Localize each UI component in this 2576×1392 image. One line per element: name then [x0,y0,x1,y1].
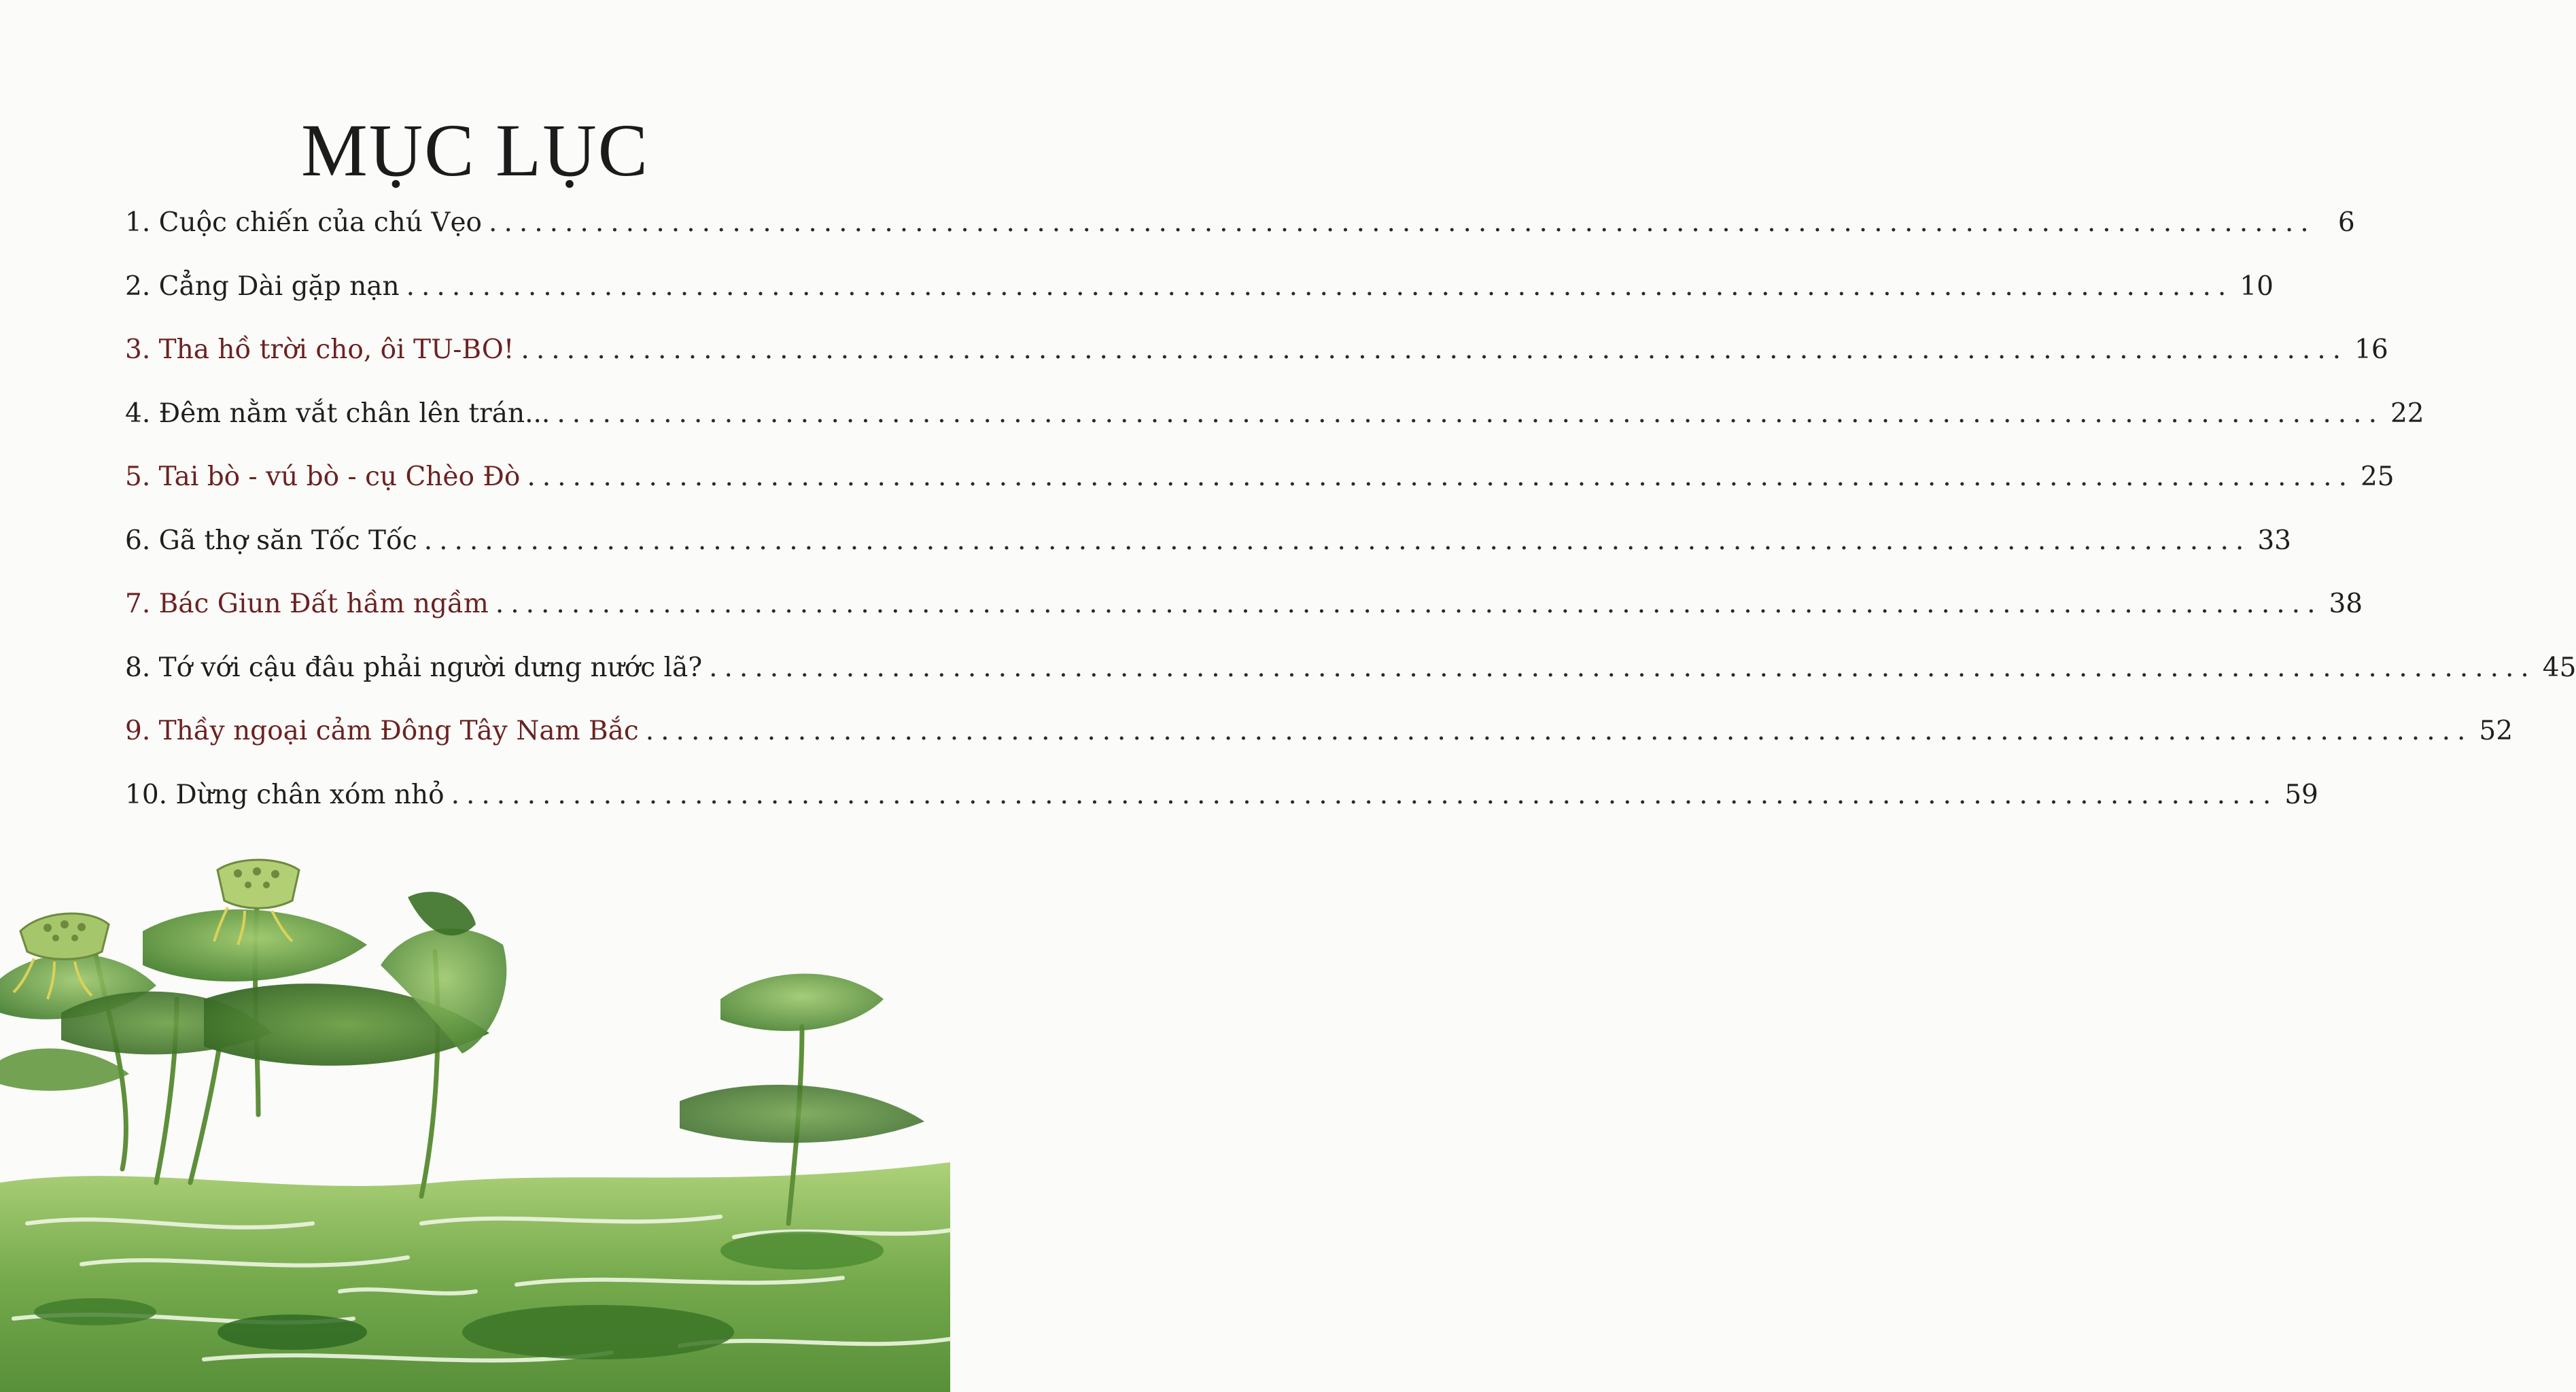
toc-entry [125,652,2576,716]
toc-entry-page: 45 [2542,652,2576,683]
toc-entry-page: 22 [2390,398,2424,429]
toc-entry-page: 6 [2337,207,2355,238]
toc-entry-page: 52 [2479,716,2513,746]
toc-entry [125,716,2513,780]
toc-entry-page: 25 [2360,462,2395,492]
toc-entry-page: 10 [2240,271,2274,302]
table-of-contents [125,207,2576,843]
toc-entry-title: 6. Gã thợ săn Tốc Tốc [125,525,417,556]
toc-entry-title: 2. Cẳng Dài gặp nạn [125,271,400,302]
toc-entry [125,207,2355,271]
toc-entry [125,271,2274,335]
toc-entry-title: 10. Dừng chân xóm nhỏ [125,779,445,810]
dot-leader: ........................................................................................................................ [423,525,2251,556]
toc-entry-title: 3. Tha hồ trời cho, ôi TU-BO! [125,334,515,365]
toc-entry [125,589,2363,652]
toc-entry-page: 38 [2329,589,2363,619]
toc-entry-title: 8. Tớ với cậu đâu phải người dưng nước lã? [125,652,703,683]
dot-leader: ........................................................................................................................ [709,652,2536,683]
dot-leader: ........................................................................................................................ [557,398,2384,429]
dot-leader: ........................................................................................................................ [645,716,2473,746]
dot-leader: ........................................................................................................................ [521,334,2348,365]
dot-leader: ........................................................................................................................ [406,271,2233,302]
toc-entry-title: 4. Đêm nằm vắt chân lên trán... [125,398,551,429]
dot-leader: ........................................................................................................................ [489,207,2316,238]
lotus-pond-illustration-icon [0,843,950,1392]
toc-entry-title: 5. Tai bò - vú bò - cụ Chèo Đò [125,462,521,492]
toc-entry-title: 1. Cuộc chiến của chú Vẹo [125,207,483,238]
dot-leader: ........................................................................................................................ [527,462,2354,492]
dot-leader: ........................................................................................................................ [451,779,2278,810]
toc-entry [125,779,2318,843]
toc-entry [125,334,2388,398]
toc-entry-page: 33 [2257,525,2291,556]
dot-leader: ........................................................................................................................ [495,589,2322,619]
toc-entry [125,398,2424,462]
toc-entry [125,462,2395,525]
page-title: MỤC LỤC [300,108,650,192]
toc-entry-title: 7. Bác Giun Đất hầm ngầm [125,589,489,619]
toc-entry-title: 9. Thầy ngoại cảm Đông Tây Nam Bắc [125,716,639,746]
toc-entry [125,525,2291,589]
toc-entry-page: 16 [2354,334,2388,365]
toc-entry-page: 59 [2284,779,2318,810]
